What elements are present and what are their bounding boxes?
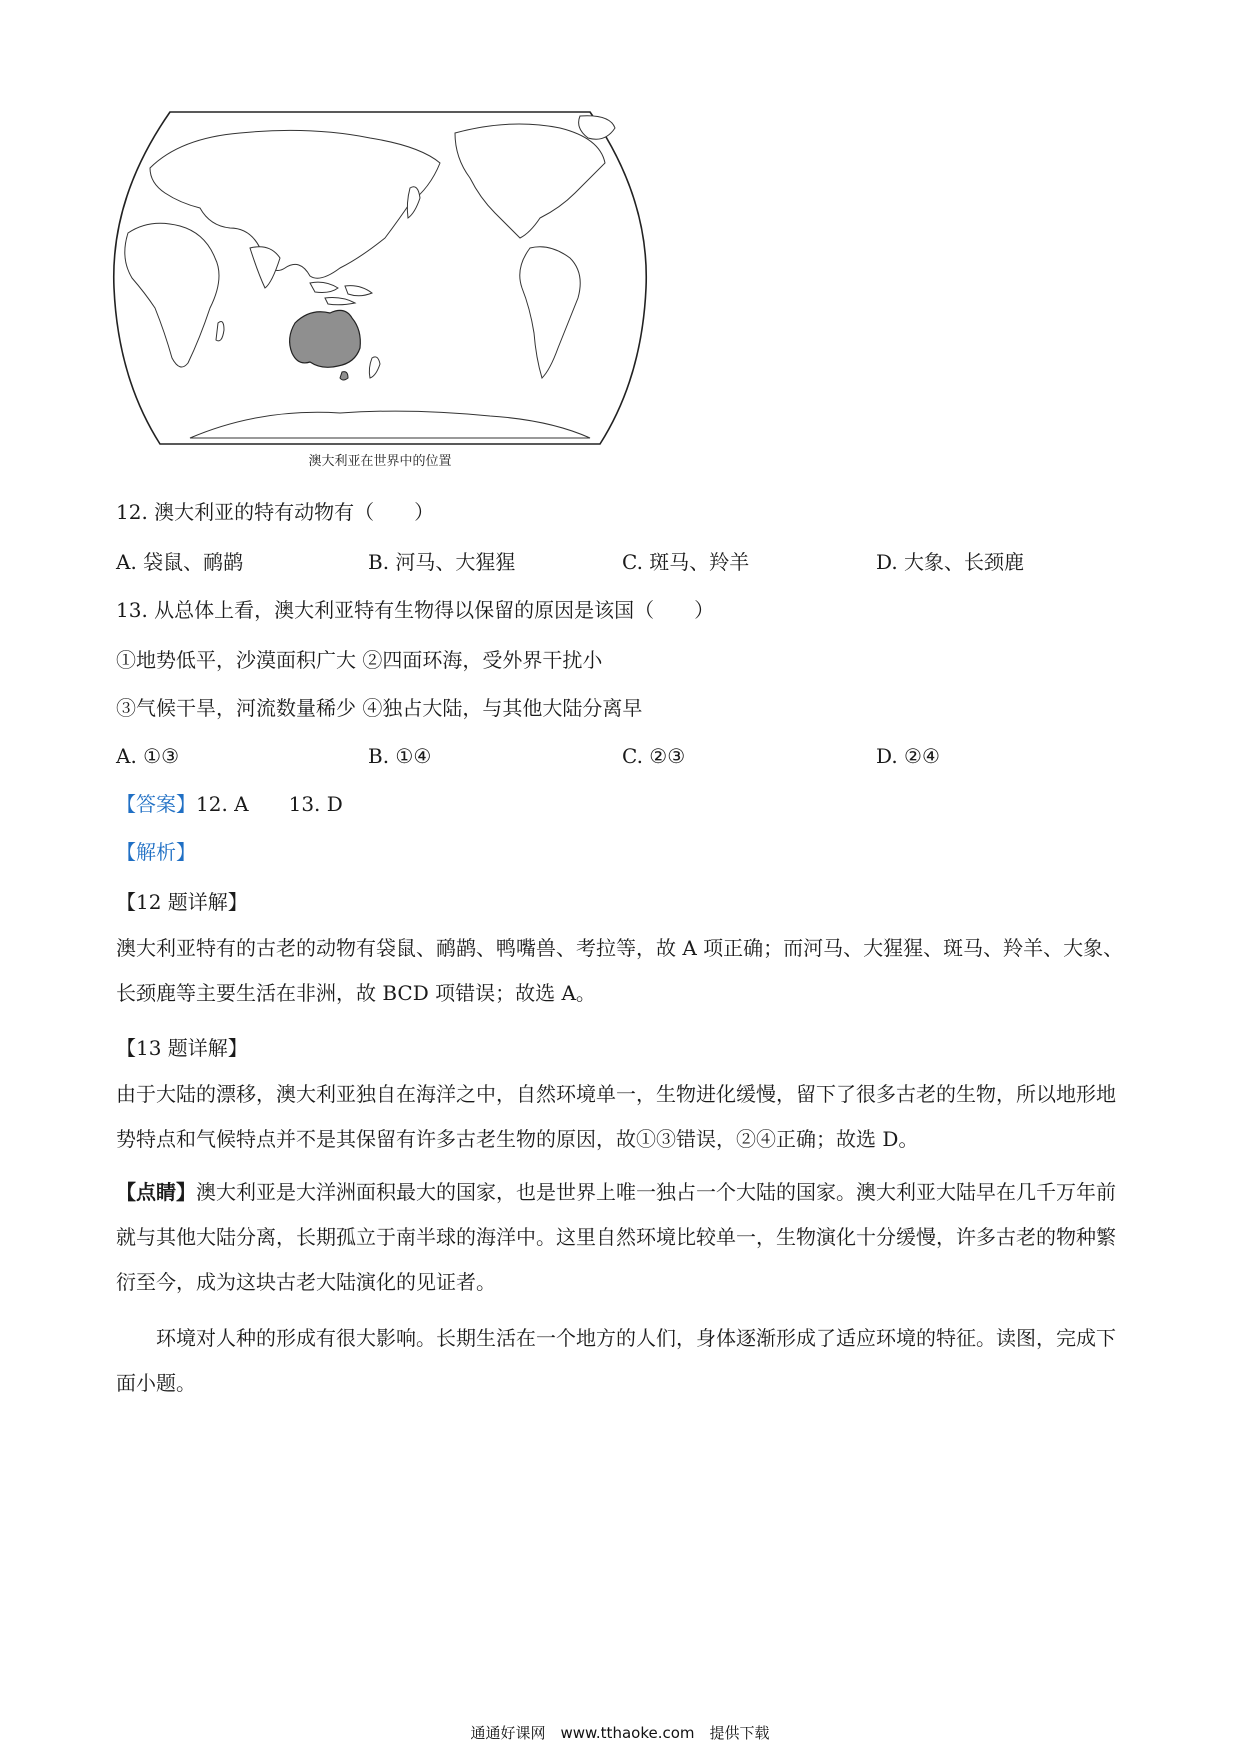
detail-12-text: 澳大利亚特有的古老的动物有袋鼠、鸸鹋、鸭嘴兽、考拉等，故 A 项正确；而河马、大猩猩、斑马、羚羊、大象、长颈鹿等主要生活在非洲，故 BCD 项错误；故选 A。 xyxy=(116,936,1124,1005)
detail-13-heading: 【13 题详解】 xyxy=(116,1036,248,1060)
next-section-intro: 环境对人种的形成有很大影响。长期生活在一个地方的人们，身体逐渐形成了适应环境的特征。读图，完成下面小题。 xyxy=(116,1326,1116,1395)
page-footer: 通通好课网 www.tthaoke.com 提供下载 xyxy=(470,1724,770,1742)
q13-option-b: B. ①④ xyxy=(368,744,432,768)
answer-line xyxy=(116,790,343,818)
q13-statements-line-2: ③气候干旱，河流数量稀少 ④独占大陆，与其他大陆分离早 xyxy=(116,696,643,720)
map-caption: 澳大利亚在世界中的位置 xyxy=(308,454,452,469)
q13-option-d: D. ②④ xyxy=(876,744,940,768)
q13-option-a: A. ①③ xyxy=(116,744,180,768)
australia-highlight xyxy=(290,310,361,367)
comment-text: 澳大利亚是大洋洲面积最大的国家，也是世界上唯一独占一个大陆的国家。澳大利亚大陆早在几千万年前就与其他大陆分离，长期孤立于南半球的海洋中。这里自然环境比较单一，生物演化十分缓慢，许多古老的物种繁衍至今，成为这块古老大陆演化的见证者。 xyxy=(116,1180,1116,1294)
detail-12-heading: 【12 题详解】 xyxy=(116,890,248,914)
tasmania-highlight xyxy=(340,372,348,380)
detail-13-text: 由于大陆的漂移，澳大利亚独自在海洋之中，自然环境单一，生物进化缓慢，留下了很多古老的生物，所以地形地势特点和气候特点并不是其保留有许多古老生物的原因，故①③错误，②④正确；故选 D。 xyxy=(116,1082,1116,1151)
q12-option-c: C. 斑马、羚羊 xyxy=(622,550,750,574)
world-map-image xyxy=(110,108,650,448)
question-12-stem: 12. 澳大利亚的特有动物有（ ） xyxy=(116,500,435,524)
world-map-figure xyxy=(110,108,650,468)
comment-label: 【点睛】 xyxy=(116,1180,196,1204)
comment-paragraph xyxy=(116,1170,1126,1305)
analysis-label: 【解析】 xyxy=(116,840,196,864)
answer-label: 【答案】 xyxy=(116,792,196,816)
answer-text: 12. A 13. D xyxy=(196,792,343,816)
q12-option-a: A. 袋鼠、鸸鹋 xyxy=(116,550,244,574)
q13-option-c: C. ②③ xyxy=(622,744,686,768)
q12-option-b: B. 河马、大猩猩 xyxy=(368,550,516,574)
question-13-stem: 13. 从总体上看，澳大利亚特有生物得以保留的原因是该国（ ） xyxy=(116,598,715,622)
q13-statements-line-1: ①地势低平，沙漠面积广大 ②四面环海，受外界干扰小 xyxy=(116,648,603,672)
q12-option-d: D. 大象、长颈鹿 xyxy=(876,550,1025,574)
